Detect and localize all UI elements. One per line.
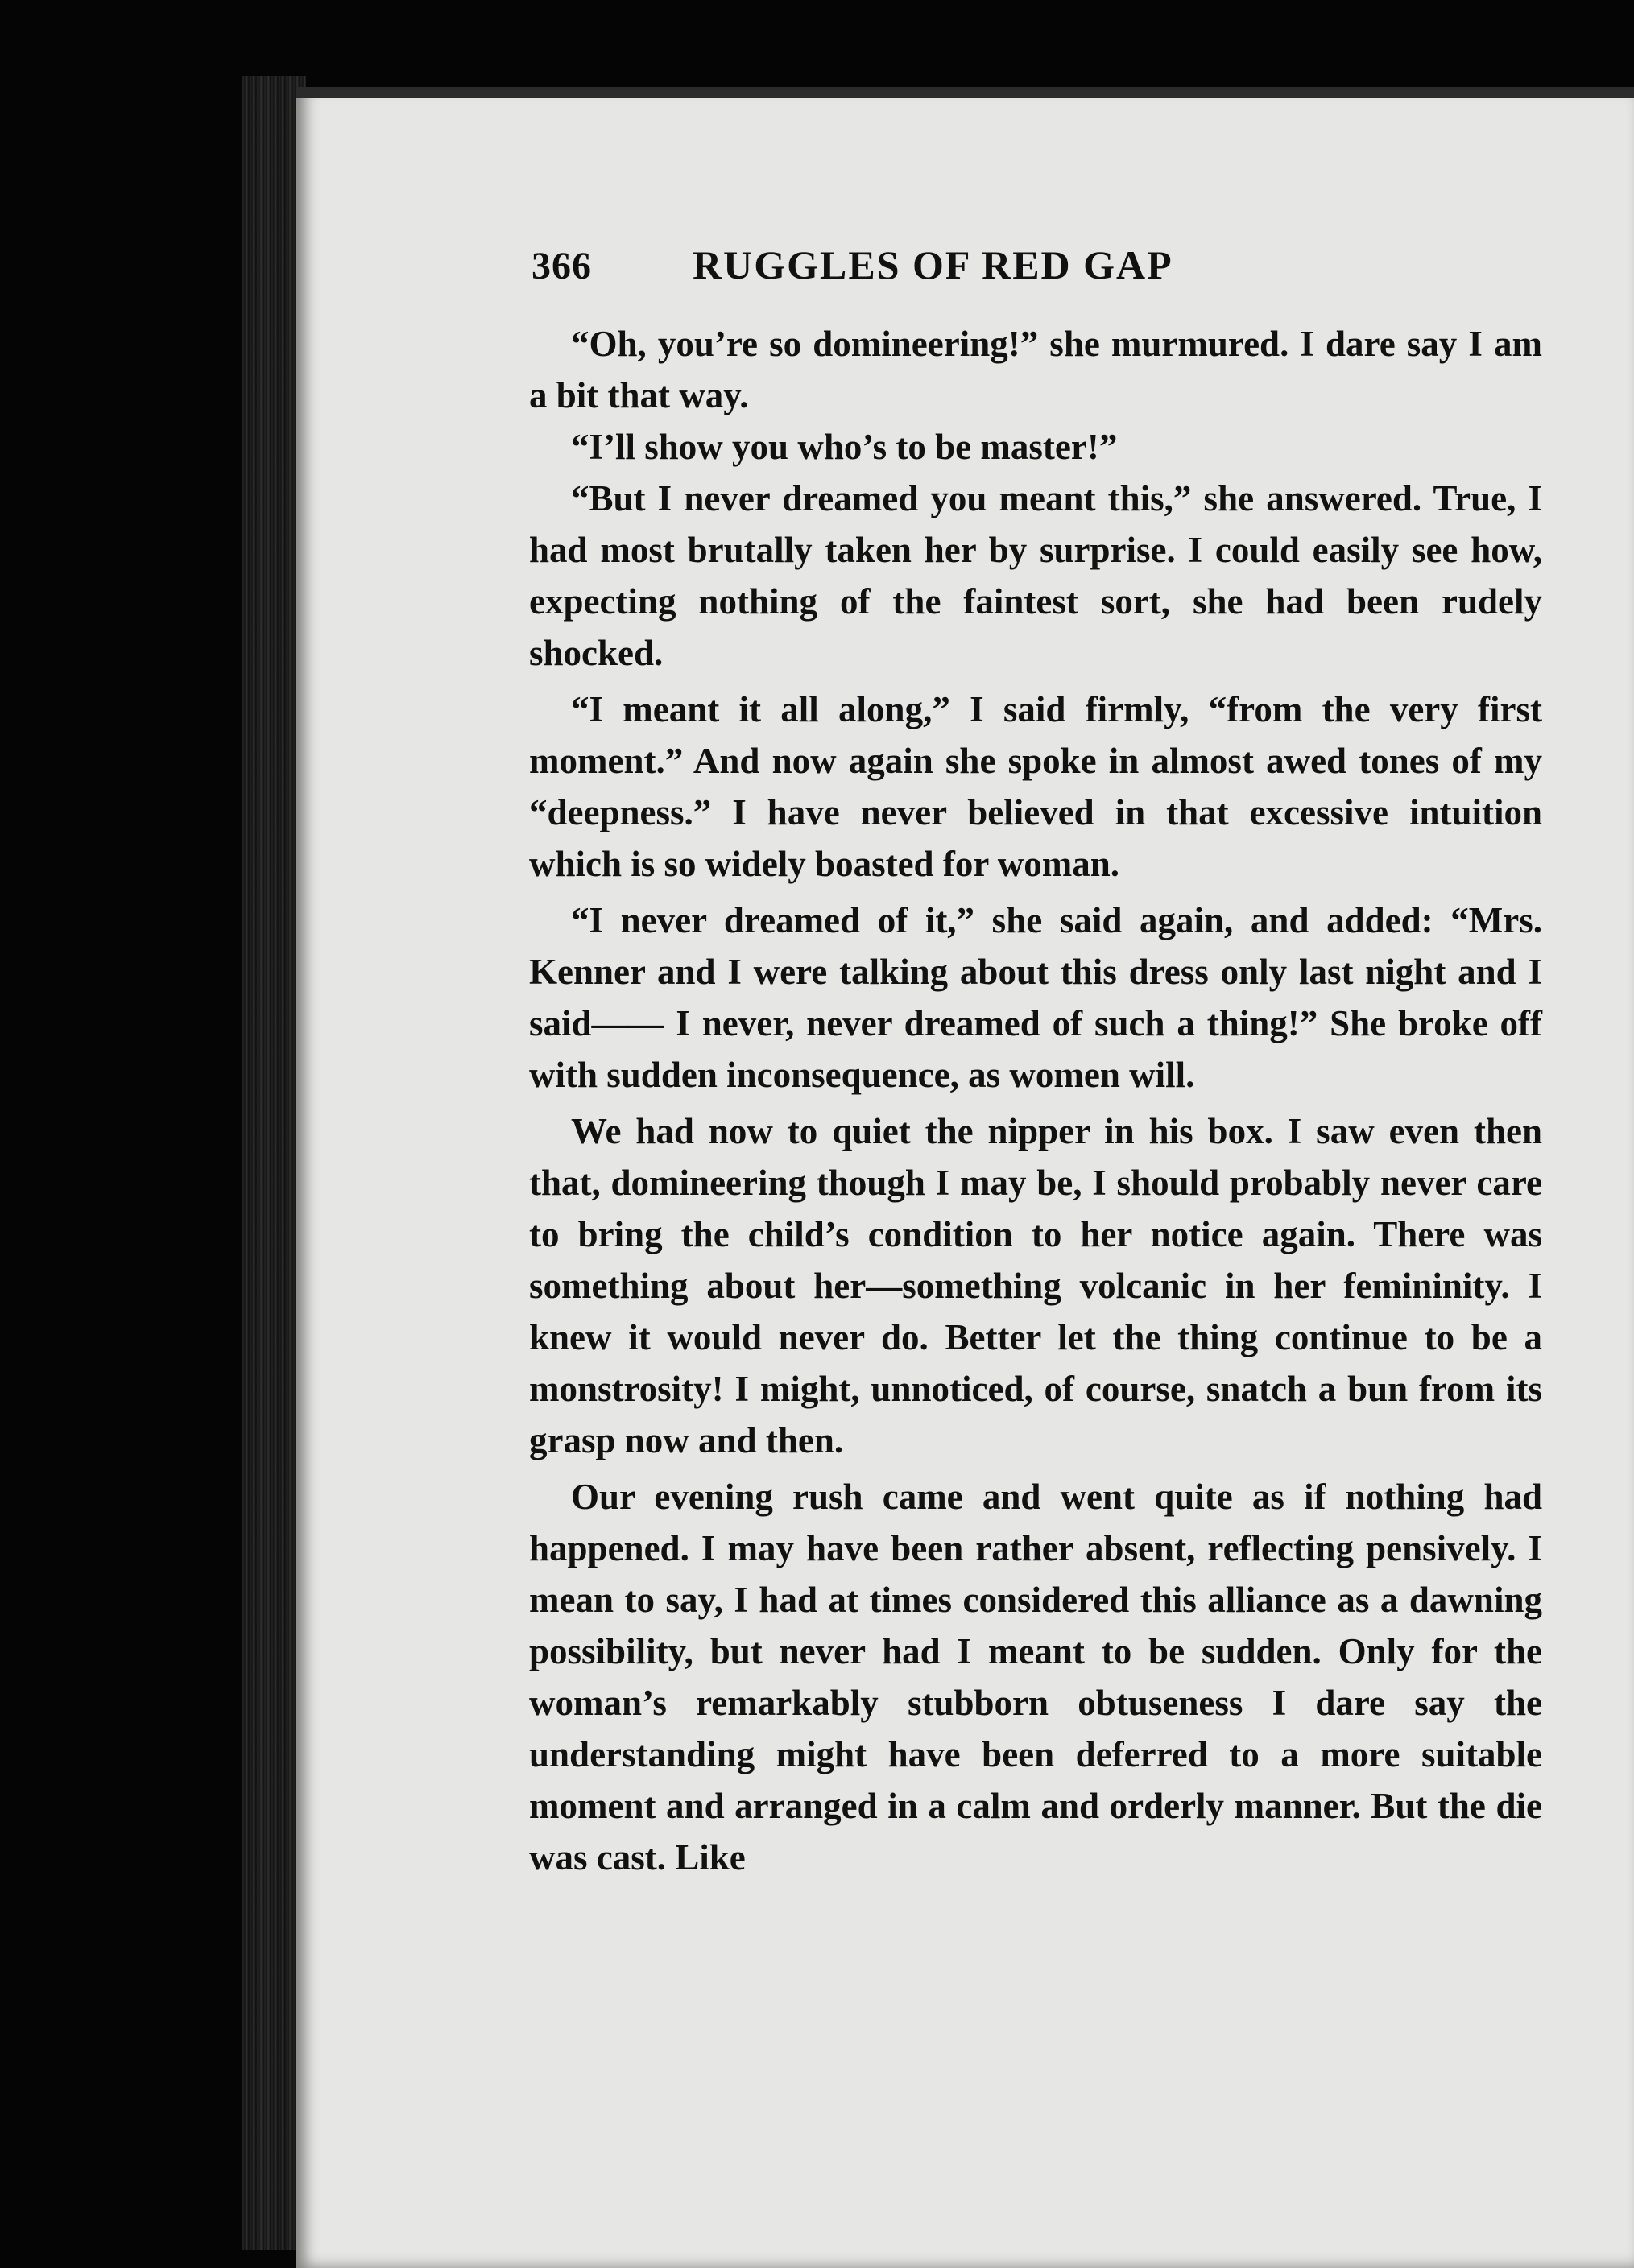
paragraph: “I never dreamed of it,” she said again, and added: “Mrs. Kenner and I were talking about this dress only last night and I said—— I never, never dreamed of such a thing!” She broke off with sudden inconsequence, as women will.	[529, 900, 1542, 1095]
paragraph: “I’ll show you who’s to be master!”	[571, 427, 1118, 467]
paragraph: Our evening rush came and went quite as if nothing had happened. I may have been rather absent, reflecting pensively. I mean to say, I had at times considered this alliance as a dawning possibility, but never had I meant to be sudden. Only for the woman’s remarkably stubborn obtuseness I dare say the understanding might have been deferred to a more suitable moment and arranged in a calm and orderly manner. But the die was cast. Like	[529, 1477, 1542, 1878]
paragraph: “I meant it all along,” I said firmly, “from the very first moment.” And now again she spoke in almost awed tones of my “deepness.” I have never believed in that excessive intuition which is so widely boasted for woman.	[529, 689, 1542, 884]
paragraph: “Oh, you’re so domineering!” she murmured. I dare say I am a bit that way.	[529, 324, 1542, 415]
paragraph: “But I never dreamed you meant this,” she answered. True, I had most brutally taken her by surprise. I could easily see how, expecting nothing of the faintest sort, she had been rudely shocked.	[529, 478, 1542, 673]
page-top-border	[296, 87, 1634, 98]
page-header	[532, 242, 1546, 306]
running-head: RUGGLES OF RED GAP	[693, 242, 1173, 287]
body-text	[529, 318, 1542, 1883]
paragraph: We had now to quiet the nipper in his box. I saw even then that, domineering though I may be, I should probably never care to bring the child’s condition to her notice again. There was something about her—something volcanic in her femininity. I knew it would never do. Better let the thing continue to be a monstrosity! I might, unnoticed, of course, snatch a bun from its grasp now and then.	[529, 1111, 1542, 1460]
page-number: 366	[532, 245, 592, 287]
